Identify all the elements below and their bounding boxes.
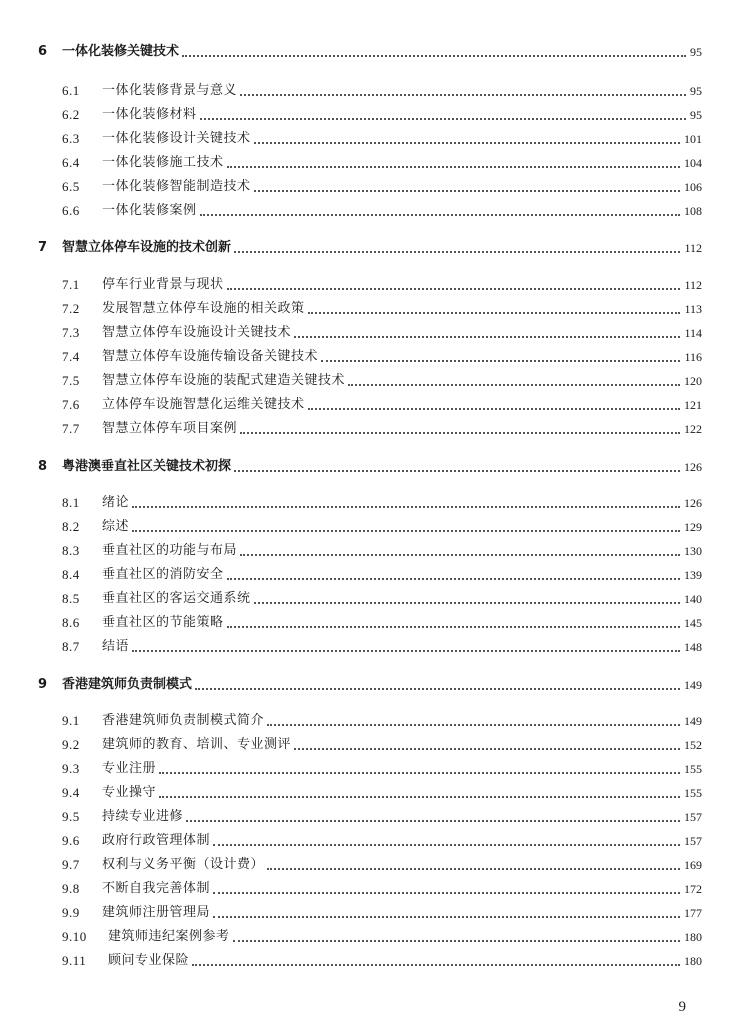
dot-leader [195,688,680,690]
entry-page-number: 157 [684,834,702,848]
entry-title: 顾问专业保险 [108,953,190,968]
entry-page-number: 140 [684,592,702,606]
toc-chapter-entry[interactable] [0,673,750,695]
dot-leader [227,578,680,580]
dot-leader [186,820,680,822]
dot-leader [254,602,680,604]
entry-page-number: 104 [684,156,702,170]
entry-number: 6.6 [62,203,80,218]
entry-title: 不断自我完善体制 [102,881,211,896]
dot-leader [192,964,680,966]
entry-title: 专业操守 [102,785,157,800]
entry-number: 7.7 [62,421,80,436]
entry-number: 6.5 [62,179,80,194]
toc-section-entry[interactable] [0,321,750,343]
dot-leader [213,892,680,894]
entry-page-number: 121 [684,398,702,412]
entry-title: 绪论 [102,495,130,510]
toc-section-entry[interactable] [0,949,750,971]
entry-page-number: 116 [684,350,702,364]
entry-title: 智慧立体停车设施传输设备关键技术 [102,349,319,364]
entry-page-number: 172 [684,882,702,896]
dot-leader [267,868,680,870]
toc-section-entry[interactable] [0,757,750,779]
entry-number: 9.6 [62,833,80,848]
dot-leader [227,288,681,290]
toc-section-entry[interactable] [0,151,750,173]
entry-number: 6.1 [62,83,80,98]
dot-leader [240,554,680,556]
dot-leader [294,336,680,338]
entry-number: 7.1 [62,277,80,292]
entry-title: 综述 [102,519,130,534]
dot-leader [348,384,680,386]
entry-number: 8.4 [62,567,80,582]
entry-number: 9 [38,677,48,692]
toc-section-entry[interactable] [0,369,750,391]
toc-section-entry[interactable] [0,393,750,415]
toc-section-entry[interactable] [0,611,750,633]
toc-section-entry[interactable] [0,587,750,609]
dot-leader [254,190,680,192]
dot-leader [294,748,680,750]
entry-number: 7.2 [62,301,80,316]
dot-leader [227,626,680,628]
toc-section-entry[interactable] [0,709,750,731]
entry-title: 一体化装修设计关键技术 [102,131,251,146]
entry-number: 7.3 [62,325,80,340]
entry-number: 6.3 [62,131,80,146]
dot-leader [254,142,680,144]
dot-leader [159,796,680,798]
entry-number: 8 [38,459,48,474]
entry-page-number: 180 [684,930,702,944]
entry-title: 垂直社区的节能策略 [102,615,224,630]
toc-section-entry[interactable] [0,781,750,803]
toc-section-entry[interactable] [0,345,750,367]
dot-leader [200,118,686,120]
dot-leader [321,360,680,362]
entry-page-number: 149 [684,714,702,728]
dot-leader [182,55,686,57]
toc-section-entry[interactable] [0,127,750,149]
entry-title: 权利与义务平衡（设计费） [102,857,265,872]
entry-number: 8.6 [62,615,80,630]
entry-title: 垂直社区的客运交通系统 [102,591,251,606]
toc-section-entry[interactable] [0,175,750,197]
dot-leader [233,940,680,942]
entry-page-number: 113 [684,302,702,316]
dot-leader [132,506,680,508]
entry-number: 8.7 [62,639,80,654]
toc-section-entry[interactable] [0,79,750,101]
entry-page-number: 108 [684,204,702,218]
entry-title: 智慧立体停车设施设计关键技术 [102,325,292,340]
entry-number: 6 [38,44,48,59]
toc-section-entry[interactable] [0,733,750,755]
dot-leader [240,94,686,96]
entry-number: 8.1 [62,495,80,510]
toc-section-entry[interactable] [0,297,750,319]
entry-title: 智慧立体停车项目案例 [102,421,238,436]
entry-number: 8.2 [62,519,80,534]
entry-page-number: 155 [684,762,702,776]
toc-section-entry[interactable] [0,925,750,947]
entry-title: 建筑师违纪案例参考 [108,929,230,944]
entry-page-number: 157 [684,810,702,824]
entry-number: 6.4 [62,155,80,170]
toc-section-entry[interactable] [0,491,750,513]
entry-page-number: 120 [684,374,702,388]
entry-title: 一体化装修施工技术 [102,155,224,170]
entry-page-number: 126 [684,496,702,510]
entry-title: 香港建筑师负责制模式简介 [102,713,265,728]
entry-page-number: 95 [690,45,702,59]
entry-title: 智慧立体停车设施的技术创新 [62,240,232,255]
dot-leader [159,772,680,774]
entry-number: 9.7 [62,857,80,872]
entry-title: 立体停车设施智慧化运维关键技术 [102,397,305,412]
dot-leader [213,844,680,846]
entry-page-number: 129 [684,520,702,534]
toc-section-entry[interactable] [0,515,750,537]
entry-number: 9.1 [62,713,80,728]
entry-number: 9.8 [62,881,80,896]
toc-section-entry[interactable] [0,635,750,657]
entry-title: 一体化装修案例 [102,203,197,218]
toc-section-entry[interactable] [0,539,750,561]
entry-page-number: 106 [684,180,702,194]
entry-page-number: 95 [690,84,702,98]
dot-leader [234,470,680,472]
dot-leader [308,312,681,314]
dot-leader [132,650,680,652]
toc-section-entry[interactable] [0,805,750,827]
toc-chapter-entry[interactable] [0,455,750,477]
entry-number: 8.5 [62,591,80,606]
entry-title: 停车行业背景与现状 [102,277,224,292]
entry-page-number: 122 [684,422,702,436]
dot-leader [267,724,680,726]
entry-title: 建筑师的教育、培训、专业测评 [102,737,292,752]
entry-number: 9.11 [62,953,87,968]
entry-title: 专业注册 [102,761,157,776]
dot-leader [200,214,680,216]
entry-page-number: 145 [684,616,702,630]
entry-page-number: 177 [684,906,702,920]
toc-section-entry[interactable] [0,901,750,923]
dot-leader [132,530,680,532]
entry-number: 6.2 [62,107,80,122]
entry-title: 一体化装修关键技术 [62,44,180,59]
entry-number: 7.4 [62,349,80,364]
toc-chapter-entry[interactable] [0,236,750,258]
entry-page-number: 101 [684,132,702,146]
entry-number: 7.6 [62,397,80,412]
dot-leader [213,916,680,918]
toc-section-entry[interactable] [0,273,750,295]
entry-title: 持续专业进修 [102,809,184,824]
entry-page-number: 112 [684,278,702,292]
entry-number: 9.3 [62,761,80,776]
entry-page-number: 139 [684,568,702,582]
entry-page-number: 148 [684,640,702,654]
entry-number: 9.5 [62,809,80,824]
entry-title: 智慧立体停车设施的装配式建造关键技术 [102,373,346,388]
entry-number: 7.5 [62,373,80,388]
entry-title: 建筑师注册管理局 [102,905,211,920]
entry-number: 8.3 [62,543,80,558]
dot-leader [227,166,680,168]
entry-page-number: 169 [684,858,702,872]
entry-page-number: 155 [684,786,702,800]
entry-title: 一体化装修材料 [102,107,197,122]
entry-page-number: 130 [684,544,702,558]
toc-section-entry[interactable] [0,199,750,221]
toc-section-entry[interactable] [0,563,750,585]
entry-page-number: 152 [684,738,702,752]
entry-page-number: 112 [684,241,702,255]
entry-page-number: 180 [684,954,702,968]
entry-title: 香港建筑师负责制模式 [62,677,193,692]
toc-section-entry[interactable] [0,829,750,851]
page-number: 9 [678,999,686,1015]
entry-number: 9.2 [62,737,80,752]
entry-number: 9.10 [62,929,87,944]
entry-title: 垂直社区的功能与布局 [102,543,238,558]
entry-number: 7 [38,240,48,255]
dot-leader [240,432,680,434]
toc-section-entry[interactable] [0,853,750,875]
entry-page-number: 95 [690,108,702,122]
entry-title: 一体化装修背景与意义 [102,83,238,98]
entry-title: 政府行政管理体制 [102,833,211,848]
entry-title: 一体化装修智能制造技术 [102,179,251,194]
toc-section-entry[interactable] [0,103,750,125]
entry-page-number: 149 [684,678,702,692]
entry-number: 9.4 [62,785,80,800]
entry-title: 垂直社区的消防安全 [102,567,224,582]
entry-title: 发展智慧立体停车设施的相关政策 [102,301,305,316]
entry-page-number: 114 [684,326,702,340]
entry-number: 9.9 [62,905,80,920]
dot-leader [234,251,680,253]
toc-section-entry[interactable] [0,417,750,439]
toc-section-entry[interactable] [0,877,750,899]
entry-title: 结语 [102,639,130,654]
toc-chapter-entry[interactable] [0,40,750,62]
entry-page-number: 126 [684,460,702,474]
dot-leader [308,408,680,410]
entry-title: 粤港澳垂直社区关键技术初探 [62,459,232,474]
